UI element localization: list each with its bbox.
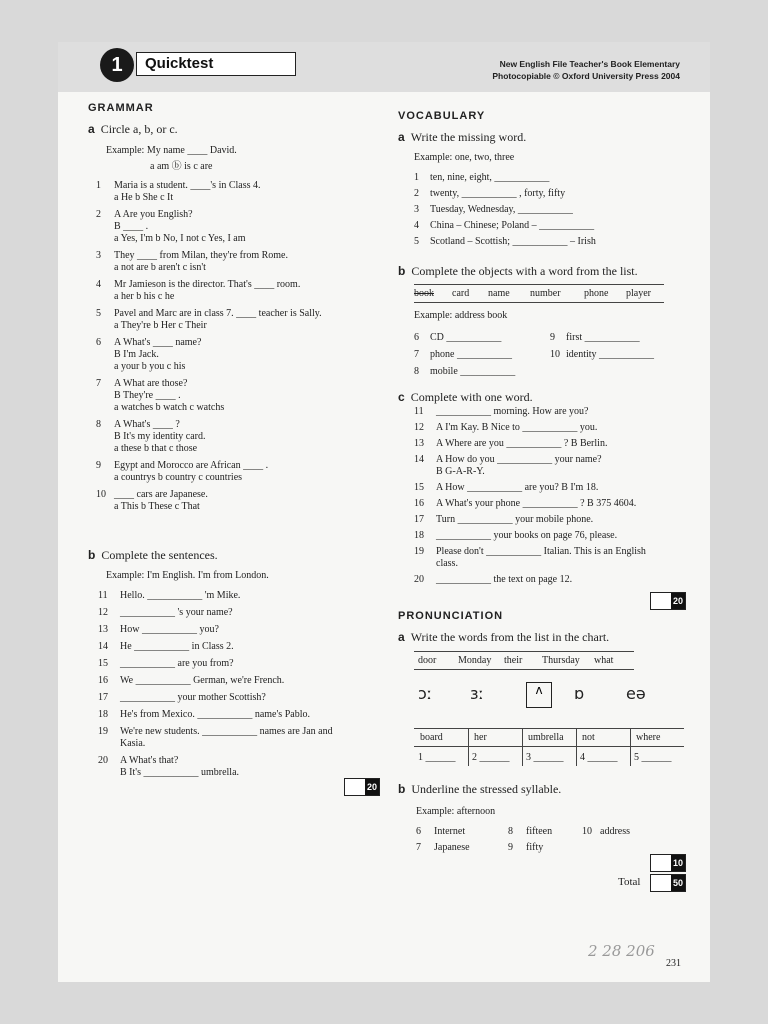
item-number: 14 (98, 641, 108, 652)
item-line: mobile ___________ (430, 366, 516, 377)
phoneme-symbol: ɔː (418, 684, 433, 703)
chart-answer-blank: 4 ______ (580, 752, 618, 763)
item-line: ___________ 's your name? (120, 607, 233, 618)
item-line: A What's ____ name? (114, 337, 202, 348)
grammar-example: Example: My name ____ David. (106, 145, 237, 156)
item-number: 20 (98, 755, 108, 766)
chart-header: umbrella (528, 732, 564, 743)
item-number: 15 (98, 658, 108, 669)
word-thursday: Thursday (542, 655, 580, 666)
grammar-heading: GRAMMAR (88, 102, 154, 114)
item-line: ___________ your mother Scottish? (120, 692, 266, 703)
grammar-b-example: Example: I'm English. I'm from London. (106, 570, 269, 581)
item-number: 8 (96, 419, 101, 430)
item-number: 17 (98, 692, 108, 703)
item-line: Egypt and Morocco are African ____ . (114, 460, 269, 471)
publisher-info: New English File Teacher's Book Elementary Photocopiable © Oxford University Press 2004 (492, 59, 680, 81)
word-card: card (452, 288, 470, 299)
item-line: identity ___________ (566, 349, 655, 360)
item-line: a They're b Her c Their (114, 320, 207, 331)
item-line: B I'm Jack. (114, 349, 159, 360)
item-line: Maria is a student. ____'s in Class 4. (114, 180, 261, 191)
item-line: fifteen (526, 826, 553, 837)
item-line: Internet (434, 826, 466, 837)
word-player: player (626, 288, 651, 299)
pron-b-example: Example: afternoon (416, 806, 496, 817)
item-line: A How ___________ are you? B I'm 18. (436, 482, 599, 493)
chart-header: her (474, 732, 487, 743)
quicktest-title: Quicktest (136, 52, 296, 76)
total-label: Total (618, 876, 641, 888)
item-number: 18 (414, 530, 424, 541)
item-line: phone ___________ (430, 349, 512, 360)
item-line: a her b his c he (114, 291, 175, 302)
word-what: what (594, 655, 614, 666)
item-number: 20 (414, 574, 424, 585)
item-number: 7 (416, 842, 421, 853)
grammar-a-instruction: a Circle a, b, or c. (88, 122, 178, 136)
item-number: 16 (414, 498, 424, 509)
word-phone: phone (584, 288, 609, 299)
worksheet-page (58, 42, 710, 982)
total-score-box: 50 (650, 874, 686, 892)
item-line: twenty, ___________ , forty, fifty (430, 188, 566, 199)
item-line: a This b These c That (114, 501, 200, 512)
item-line: They ____ from Milan, they're from Rome. (114, 250, 288, 261)
item-line: Hello. ___________ 'm Mike. (120, 590, 241, 601)
item-number: 15 (414, 482, 424, 493)
page-number: 231 (666, 958, 681, 969)
item-number: 12 (98, 607, 108, 618)
phoneme-symbol: ɒ (574, 684, 585, 703)
item-line: A How do you ___________ your name? (436, 454, 602, 465)
chart-header: not (582, 732, 595, 743)
item-line: B It's ___________ umbrella. (120, 767, 240, 778)
vocab-heading: VOCABULARY (398, 110, 486, 122)
item-line: address (600, 826, 630, 837)
pron-a-instruction: a Write the words from the list in the chart. (398, 630, 610, 644)
item-line: A What's ____ ? (114, 419, 180, 430)
item-number: 7 (414, 349, 419, 360)
chart-answer-blank: 3 ______ (526, 752, 564, 763)
word-their: their (504, 655, 523, 666)
item-line: A What are those? (114, 378, 188, 389)
item-number: 2 (96, 209, 101, 220)
item-number: 8 (508, 826, 513, 837)
item-number: 10 (550, 349, 560, 360)
quicktest-number: 1 (100, 48, 134, 82)
item-line: He's from Mexico. ___________ name's Pablo. (120, 709, 310, 720)
item-number: 19 (414, 546, 424, 557)
vocab-b-instruction: b Complete the objects with a word from the list. (398, 264, 638, 278)
item-line: ___________ are you from? (120, 658, 234, 669)
item-number: 5 (96, 308, 101, 319)
item-number: 13 (98, 624, 108, 635)
pron-score-box: 10 (650, 854, 686, 872)
item-line: a not are b aren't c isn't (114, 262, 206, 273)
item-line: B ____ . (114, 221, 149, 232)
item-line: Turn ___________ your mobile phone. (436, 514, 594, 525)
item-line: a your b you c his (114, 361, 186, 372)
item-line: A What's that? (120, 755, 179, 766)
pron-b-instruction: b Underline the stressed syllable. (398, 782, 562, 796)
vocab-a-example: Example: one, two, three (414, 152, 515, 163)
item-line: a watches b watch c watchs (114, 402, 225, 413)
item-line: B It's my identity card. (114, 431, 206, 442)
item-number: 19 (98, 726, 108, 737)
word-book: book (414, 288, 434, 299)
word-name: name (488, 288, 510, 299)
item-line: a countrys b country c countries (114, 472, 243, 483)
item-line: A Where are you ___________ ? B Berlin. (436, 438, 608, 449)
item-line: B They're ____ . (114, 390, 181, 401)
item-number: 1 (96, 180, 101, 191)
word-door: door (418, 655, 437, 666)
item-number: 16 (98, 675, 108, 686)
item-line: Mr Jamieson is the director. That's ____ room. (114, 279, 301, 290)
item-line: ____ cars are Japanese. (114, 489, 208, 500)
vocab-b-example: Example: address book (414, 310, 508, 321)
item-number: 3 (414, 204, 419, 215)
grammar-b-instruction: b Complete the sentences. (88, 548, 218, 562)
item-number: 10 (96, 489, 106, 500)
item-number: 5 (414, 236, 419, 247)
chart-answer-blank: 1 ______ (418, 752, 456, 763)
item-line: China – Chinese; Poland – ___________ (430, 220, 595, 231)
header-bar (58, 42, 710, 92)
item-number: 4 (96, 279, 101, 290)
item-number: 2 (414, 188, 419, 199)
item-number: 3 (96, 250, 101, 261)
item-line: class. (436, 558, 458, 569)
item-line: ten, nine, eight, ___________ (430, 172, 550, 183)
item-number: 8 (414, 366, 419, 377)
item-line: a Yes, I'm b No, I not c Yes, I am (114, 233, 246, 244)
item-number: 10 (582, 826, 592, 837)
item-number: 11 (98, 590, 108, 601)
item-number: 6 (416, 826, 421, 837)
item-line: A I'm Kay. B Nice to ___________ you. (436, 422, 598, 433)
item-line: ___________ your books on page 76, please. (436, 530, 618, 541)
item-number: 13 (414, 438, 424, 449)
chart-answer-blank: 5 ______ (634, 752, 672, 763)
item-line: Kasia. (120, 738, 146, 749)
phoneme-symbol: ɜː (470, 684, 484, 703)
grammar-score-box: 20 (344, 778, 380, 796)
item-line: Please don't ___________ Italian. This is an English (436, 546, 646, 557)
item-number: 12 (414, 422, 424, 433)
vocab-score-box: 20 (650, 592, 686, 610)
item-line: We ___________ German, we're French. (120, 675, 285, 686)
item-line: CD ___________ (430, 332, 502, 343)
vocab-c-instruction: c Complete with one word. (398, 390, 533, 404)
item-number: 6 (96, 337, 101, 348)
item-line: first ___________ (566, 332, 640, 343)
chart-header: board (420, 732, 443, 743)
word-monday: Monday (458, 655, 492, 666)
item-line: He ___________ in Class 2. (120, 641, 234, 652)
phoneme-symbol: eə (626, 684, 646, 703)
vocab-a-instruction: a Write the missing word. (398, 130, 527, 144)
item-number: 11 (414, 406, 424, 417)
item-line: fifty (526, 842, 544, 853)
item-number: 18 (98, 709, 108, 720)
chart-answer-blank: 2 ______ (472, 752, 510, 763)
item-number: 9 (96, 460, 101, 471)
item-number: 17 (414, 514, 424, 525)
item-number: 9 (550, 332, 555, 343)
item-line: B G-A-R-Y. (436, 466, 485, 477)
item-number: 1 (414, 172, 419, 183)
item-number: 7 (96, 378, 101, 389)
item-number: 14 (414, 454, 424, 465)
item-line: A What's your phone ___________ ? B 375 4604. (436, 498, 637, 509)
item-line: Japanese (434, 842, 470, 853)
item-line: ___________ morning. How are you? (436, 406, 589, 417)
item-line: ___________ the text on page 12. (436, 574, 573, 585)
item-number: 6 (414, 332, 419, 343)
word-number: number (530, 288, 561, 299)
item-number: 4 (414, 220, 419, 231)
handwritten-note: 2 28 206 (588, 942, 655, 960)
item-line: A Are you English? (114, 209, 193, 220)
item-line: a these b that c those (114, 443, 198, 454)
item-line: Scotland – Scottish; ___________ – Irish (430, 236, 596, 247)
item-number: 9 (508, 842, 513, 853)
phoneme-symbol: ʌ (526, 682, 552, 708)
item-line: Tuesday, Wednesday, ___________ (430, 204, 573, 215)
chart-header: where (636, 732, 661, 743)
item-line: Pavel and Marc are in class 7. ____ teacher is Sally. (114, 308, 322, 319)
pron-heading: PRONUNCIATION (398, 610, 504, 622)
grammar-example-options: a am ⓑ is c are (150, 161, 213, 172)
item-line: We're new students. ___________ names are Jan and (120, 726, 333, 737)
item-line: How ___________ you? (120, 624, 219, 635)
item-line: a He b She c It (114, 192, 174, 203)
